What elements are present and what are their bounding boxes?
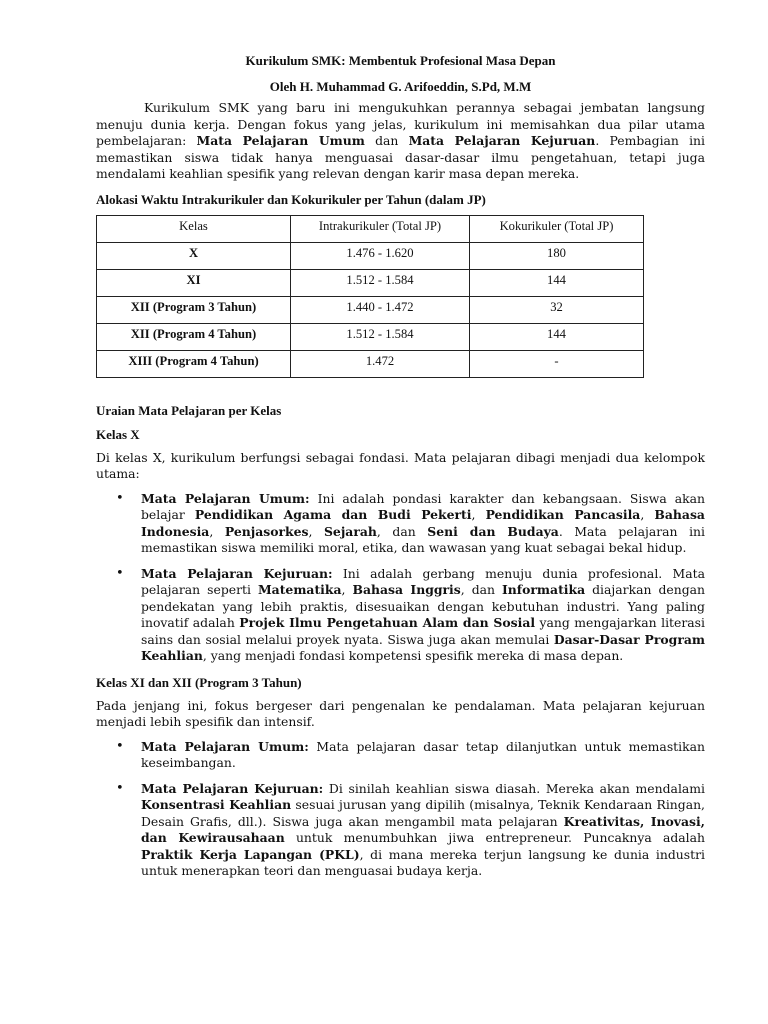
table-cell-kelas: XII (Program 3 Tahun) [97, 296, 291, 323]
table-cell-ko: 144 [470, 269, 644, 296]
table-cell-ko: 144 [470, 323, 644, 350]
table-cell-kelas: XIII (Program 4 Tahun) [97, 350, 291, 377]
table-header-row [97, 215, 644, 242]
table-cell-ko: 180 [470, 242, 644, 269]
list-item: • Mata Pelajaran Kejuruan: Ini adalah gerbang menuju dunia profesional. Mata pelajaran seperti Matematika, Bahasa Inggris, dan Informatika diajarkan dengan pendekatan yang lebih praktis, disesuaikan dengan kebutuhan industri. Yang paling inovatif adalah Projek Ilmu Pengetahuan Alam dan Sosial yang mengajarkan literasi sains dan sosial melalui proyek nyata. Siswa juga akan memulai Dasar-Dasar Program Keahlian, yang menjadi fondasi kompetensi spesifik mereka di masa depan. [116, 565, 705, 663]
table-cell-intra: 1.472 [291, 350, 470, 377]
table-header-cell: Kokurikuler (Total JP) [470, 215, 644, 242]
intro-paragraph: Kurikulum SMK yang baru ini mengukuhkan perannya sebagai jembatan langsung menuju dunia kerja. Dengan fokus yang jelas, kurikulum ini memisahkan dua pilar utama pembelajaran: Mata Pelajaran Umum dan Mata Pelajaran Kejuruan. Pembagian ini memastikan siswa tidak hanya menguasai dasar-dasar ilmu pengetahuan, tetapi juga mendalami keahlian spesifik yang relevan dengan karir masa depan mereka. [96, 100, 705, 181]
allocation-heading: Alokasi Waktu Intrakurikuler dan Kokurikuler per Tahun (dalam JP) [96, 191, 486, 207]
table-header-cell: Intrakurikuler (Total JP) [291, 215, 470, 242]
table-row [97, 296, 644, 323]
list-item: • Mata Pelajaran Umum: Ini adalah pondasi karakter dan kebangsaan. Siswa akan belajar Pendidikan Agama dan Budi Pekerti, Pendidikan Pancasila, Bahasa Indonesia, Penjasorkes, Sejarah, dan Seni dan Budaya. Mata pelajaran ini memastikan siswa memiliki moral, etika, dan wawasan yang kuat sebagai bekal hidup. [116, 490, 705, 555]
table-cell-intra: 1.512 - 1.584 [291, 269, 470, 296]
document-author: Oleh H. Muhammad G. Arifoeddin, S.Pd, M.M [269, 79, 532, 94]
kelas-x-list [96, 491, 705, 665]
table-cell-ko: - [470, 350, 644, 377]
table-cell-intra: 1.440 - 1.472 [291, 296, 470, 323]
bullet-icon: • [116, 780, 124, 796]
bullet-icon: • [116, 490, 124, 506]
table-cell-intra: 1.512 - 1.584 [291, 323, 470, 350]
kelas-xi-xii-heading: Kelas XI dan XII (Program 3 Tahun) [96, 674, 302, 690]
table-row [97, 242, 644, 269]
table-cell-ko: 32 [470, 296, 644, 323]
table-row [97, 350, 644, 377]
allocation-table [96, 215, 644, 378]
bullet-icon: • [116, 565, 124, 581]
kelas-xi-xii-list [96, 739, 705, 880]
document-title: Kurikulum SMK: Membentuk Profesional Masa Depan [245, 53, 556, 68]
kelas-x-heading: Kelas X [96, 426, 140, 442]
bullet-icon: • [116, 738, 124, 754]
table-row [97, 323, 644, 350]
table-header-cell: Kelas [97, 215, 291, 242]
table-row [97, 269, 644, 296]
uraian-heading: Uraian Mata Pelajaran per Kelas [96, 402, 282, 418]
table-cell-kelas: XII (Program 4 Tahun) [97, 323, 291, 350]
table-cell-kelas: X [97, 242, 291, 269]
table-cell-kelas: XI [97, 269, 291, 296]
kelas-x-intro: Di kelas X, kurikulum berfungsi sebagai fondasi. Mata pelajaran dibagi menjadi dua kelompok utama: [96, 449, 705, 481]
list-item: • Mata Pelajaran Kejuruan: Di sinilah keahlian siswa diasah. Mereka akan mendalami Konsentrasi Keahlian sesuai jurusan yang dipilih (misalnya, Teknik Kendaraan Ringan, Desain Grafis, dll.). Siswa juga akan mengambil mata pelajaran Kreativitas, Inovasi, dan Kewirausahaan untuk menumbuhkan jiwa entrepreneur. Puncaknya adalah Praktik Kerja Lapangan (PKL), di mana mereka terjun langsung ke dunia industri untuk menerapkan teori dan menguasai budaya kerja. [116, 780, 706, 878]
list-item: • Mata Pelajaran Umum: Mata pelajaran dasar tetap dilanjutkan untuk memastikan keseimbangan. [116, 738, 705, 770]
table-cell-intra: 1.476 - 1.620 [291, 242, 470, 269]
kelas-xi-xii-intro: Pada jenjang ini, fokus bergeser dari pengenalan ke pendalaman. Mata pelajaran kejuruan menjadi lebih spesifik dan intensif. [96, 697, 705, 729]
